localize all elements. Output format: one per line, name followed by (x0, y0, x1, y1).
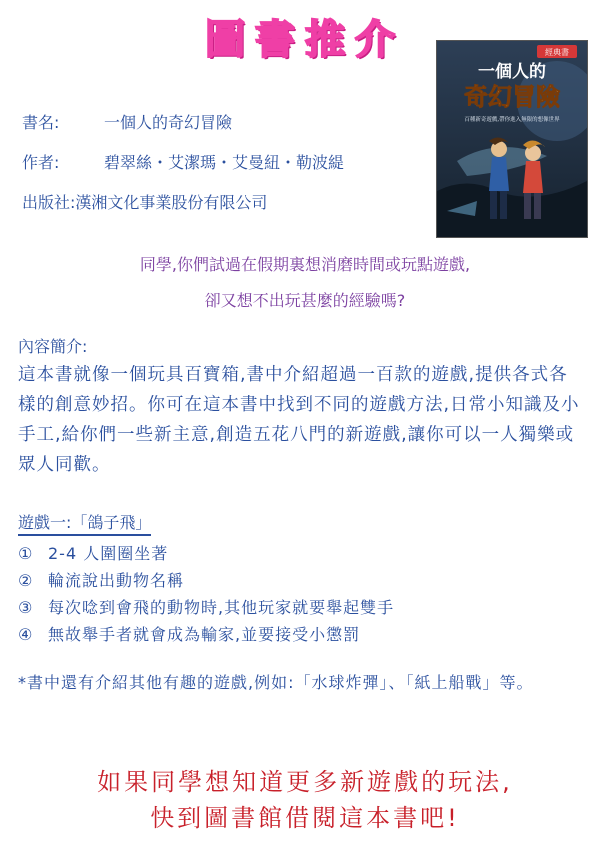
cover-title-line1: 一個人的 (478, 62, 546, 82)
book-name-value: 一個人的奇幻冒險 (104, 113, 233, 132)
publisher-value: 漢湘文化事業股份有限公司 (75, 193, 268, 212)
publisher-label: 出版社: (22, 193, 76, 212)
rule-number: ② (18, 571, 34, 590)
author-value: 碧翠絲・艾潔瑪・艾曼紐・勒波緹 (104, 153, 345, 172)
question-line2: 卻又想不出玩甚麼的經驗嗎? (204, 291, 406, 310)
rule-text: 每次唸到會飛的動物時,其他玩家就要舉起雙手 (48, 598, 395, 617)
note-text: *書中還有介紹其他有趣的遊戲,例如:「水球炸彈」、「紙上船戰」等。 (18, 673, 534, 692)
rule-item (18, 594, 394, 621)
page-title: 圖書推介 (205, 17, 405, 63)
rule-number: ① (18, 544, 34, 563)
rule-item (18, 621, 394, 648)
rule-text: 2-4 人圍圈坐著 (48, 544, 169, 563)
book-cover-image (436, 40, 588, 238)
rule-text: 無故舉手者就會成為輸家,並要接受小懲罰 (48, 625, 361, 644)
rule-number: ④ (18, 625, 34, 644)
author-row (22, 150, 344, 173)
book-name-label: 書名: (22, 113, 60, 132)
cover-tag: 經典書 (545, 48, 569, 57)
cover-title-line2: 奇幻冒險 (464, 83, 560, 111)
book-name-row (22, 110, 232, 133)
rule-text: 輪流說出動物名稱 (48, 571, 185, 590)
game-rules-list (18, 540, 394, 648)
cover-subtitle: 百種新奇遊戲,帶你進入無限的想像世界 (464, 117, 560, 123)
rule-item (18, 567, 394, 594)
cta-line2: 快到圖書館借閱這本書吧! (150, 804, 460, 832)
game-heading: 遊戲一:「鴿子飛」 (18, 510, 151, 536)
author-label: 作者: (22, 153, 60, 172)
publisher-row (22, 190, 267, 213)
question-line1: 同學,你們試過在假期裏想消磨時間或玩點遊戲, (139, 255, 471, 274)
rule-item (18, 540, 394, 567)
rule-number: ③ (18, 598, 34, 617)
cta-line1: 如果同學想知道更多新遊戲的玩法, (97, 768, 513, 796)
intro-body: 這本書就像一個玩具百寶箱,書中介紹超過一百款的遊戲,提供各式各樣的創意妙招。你可在這本書中找到不同的遊戲方法,日常小知識及小手工,給你們一些新主意,創造五花八門的新遊戲,讓你可以一人獨樂或眾人同歡。 (18, 365, 580, 475)
intro-heading: 內容簡介: (18, 337, 88, 356)
